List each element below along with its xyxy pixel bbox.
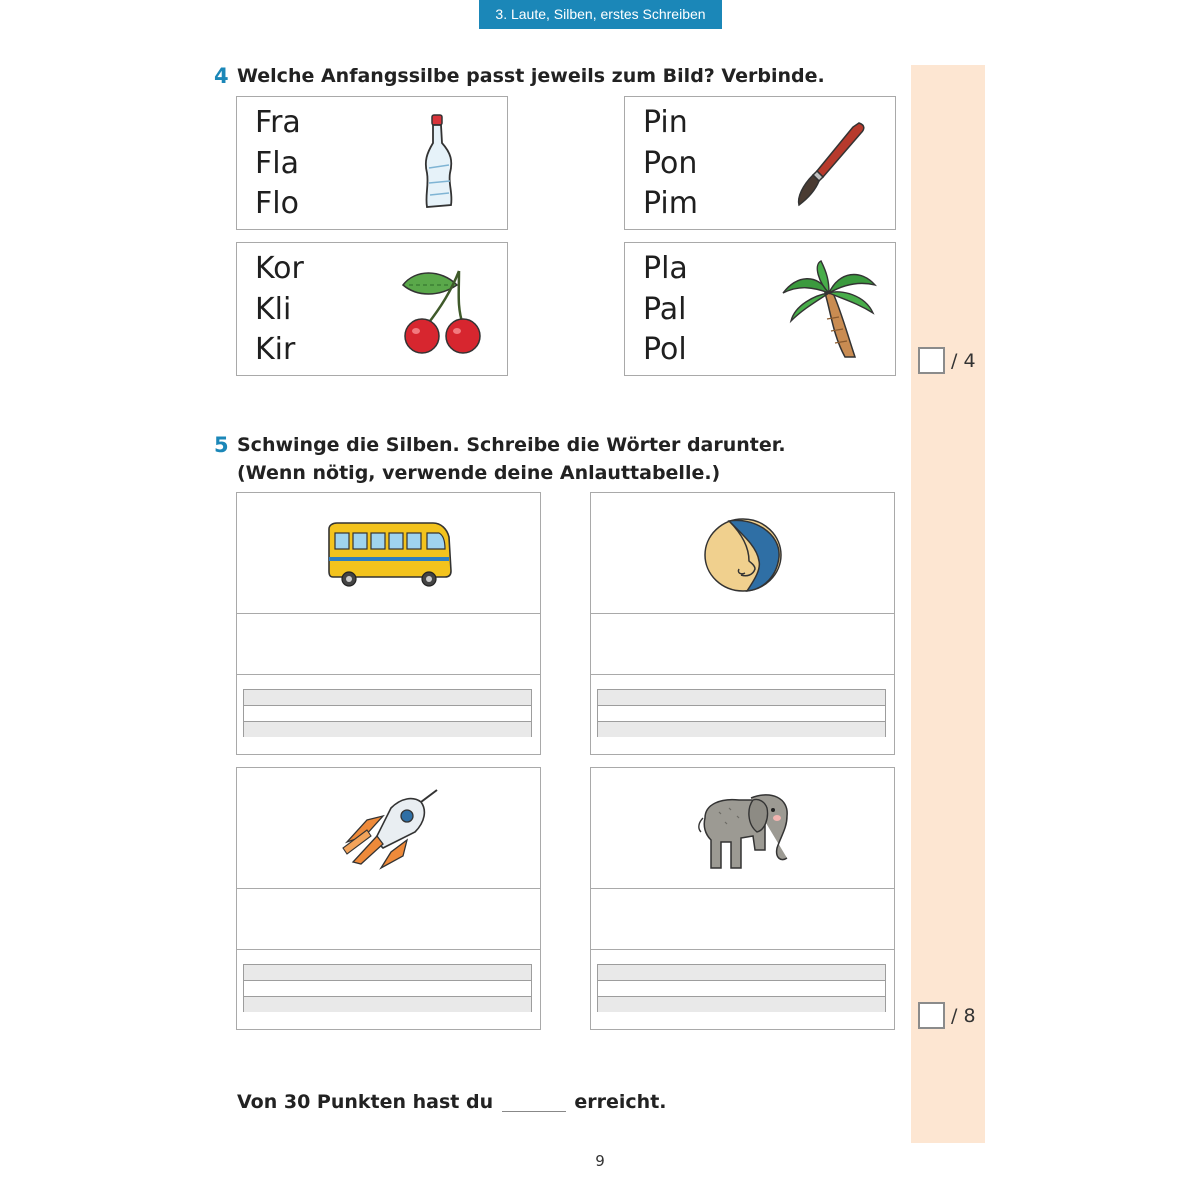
syllable-list: [643, 103, 698, 225]
picture-area: [591, 768, 894, 889]
syllable-card-cherries: [236, 242, 508, 376]
syllable-option[interactable]: Fra: [255, 105, 301, 140]
palm-tree-icon[interactable]: [779, 259, 879, 363]
syllable-arc-area[interactable]: [591, 889, 894, 950]
writing-card-nose: [590, 492, 895, 755]
elephant-icon[interactable]: [695, 788, 795, 872]
syllable-card-palm-tree: [624, 242, 896, 376]
points-blank[interactable]: [502, 1091, 566, 1112]
syllable-option[interactable]: Kli: [255, 291, 292, 327]
syllable-option[interactable]: Fla: [255, 145, 299, 181]
syllable-option[interactable]: Flo: [255, 186, 299, 221]
syllable-arc-area[interactable]: [591, 614, 894, 675]
writing-lines[interactable]: [243, 964, 532, 1012]
writing-card-rocket: [236, 767, 541, 1030]
cherries-icon[interactable]: [397, 263, 485, 355]
syllable-option[interactable]: Pal: [643, 291, 687, 327]
task-5-instruction-line-2: (Wenn nötig, verwende deine Anlauttabelle.): [237, 462, 721, 484]
writing-card-elephant: [590, 767, 895, 1030]
writing-card-bus: [236, 492, 541, 755]
task-4-number: 4: [214, 64, 229, 88]
rocket-icon[interactable]: [337, 786, 441, 872]
result-text-before: Von 30 Punkten hast du: [237, 1091, 494, 1113]
syllable-option[interactable]: Pim: [643, 186, 698, 221]
picture-area: [237, 768, 540, 889]
picture-area: [237, 493, 540, 614]
writing-lines[interactable]: [597, 964, 886, 1012]
chapter-tab: 3. Laute, Silben, erstes Schreiben: [479, 0, 722, 29]
syllable-list: [255, 249, 304, 371]
writing-lines[interactable]: [243, 689, 532, 737]
syllable-option[interactable]: Pon: [643, 145, 698, 181]
syllable-list: [255, 103, 301, 225]
task-4-instruction: Welche Anfangssilbe passt jeweils zum Bild? Verbinde.: [237, 65, 825, 87]
score-total-task-4: / 4: [951, 350, 976, 372]
syllable-card-bottle: [236, 96, 508, 230]
score-box-task-4[interactable]: [918, 347, 945, 374]
syllable-list: [643, 249, 688, 371]
task-5-instruction-line-1: Schwinge die Silben. Schreibe die Wörter darunter.: [237, 434, 786, 456]
picture-area: [591, 493, 894, 614]
score-total-task-5: / 8: [951, 1005, 976, 1027]
syllable-option[interactable]: Pla: [643, 251, 688, 286]
syllable-option[interactable]: Kor: [255, 251, 304, 286]
page-number: 9: [595, 1152, 605, 1170]
syllable-option[interactable]: Pol: [643, 332, 687, 367]
bus-icon[interactable]: [325, 521, 453, 591]
syllable-arc-area[interactable]: [237, 889, 540, 950]
nose-icon[interactable]: [703, 517, 783, 593]
syllable-card-paintbrush: [624, 96, 896, 230]
paintbrush-icon[interactable]: [789, 119, 869, 209]
syllable-arc-area[interactable]: [237, 614, 540, 675]
writing-lines[interactable]: [597, 689, 886, 737]
bottle-icon[interactable]: [417, 113, 461, 213]
task-5-number: 5: [214, 433, 229, 457]
score-band: [911, 65, 985, 1143]
result-text-after: erreicht.: [574, 1091, 667, 1113]
syllable-option[interactable]: Pin: [643, 105, 688, 140]
syllable-option[interactable]: Kir: [255, 332, 296, 367]
score-box-task-5[interactable]: [918, 1002, 945, 1029]
result-sentence: [237, 1091, 667, 1113]
